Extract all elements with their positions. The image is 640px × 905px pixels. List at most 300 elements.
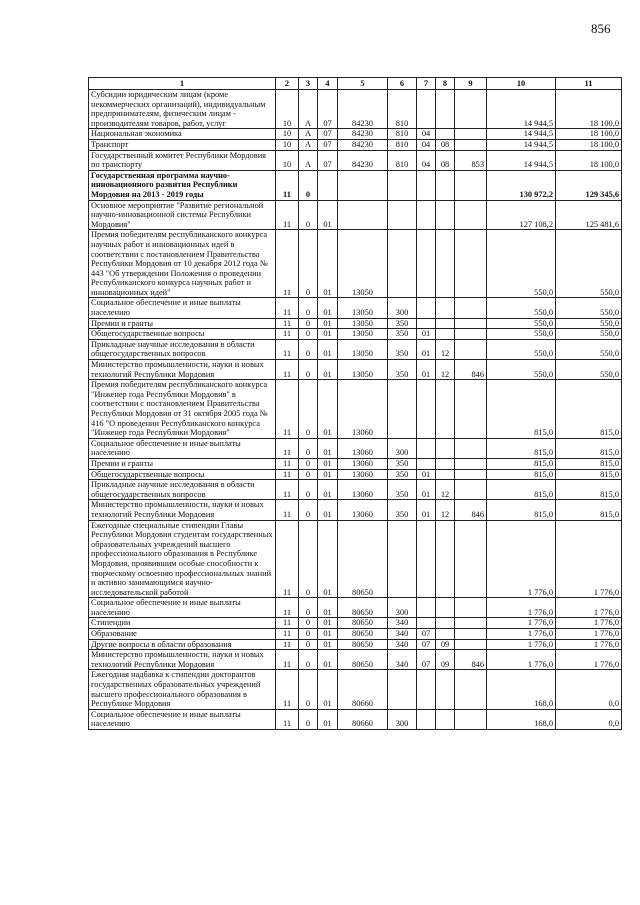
value-cell-col-6 [388, 230, 417, 298]
value-cell-col-5: 13050 [338, 230, 388, 298]
value-cell-col-10: 168,0 [487, 670, 556, 709]
row-name-cell: Премии и гранты [89, 318, 276, 329]
value-cell-col-4: 01 [318, 639, 338, 650]
value-cell-col-3: 0 [299, 318, 318, 329]
value-cell-col-8 [436, 318, 455, 329]
column-header-7: 7 [417, 78, 436, 90]
table-row [89, 520, 622, 598]
value-cell-col-9: 846 [455, 650, 487, 670]
value-cell-col-9 [455, 629, 487, 640]
table-row [89, 339, 622, 359]
value-cell-col-2: 11 [276, 629, 299, 640]
value-cell-col-7: 07 [417, 639, 436, 650]
value-cell-col-6: 340 [388, 650, 417, 670]
value-cell-col-5: 13050 [338, 318, 388, 329]
value-cell-col-11: 125 481,6 [556, 200, 622, 230]
value-cell-col-7 [417, 458, 436, 469]
value-cell-col-11: 815,0 [556, 380, 622, 439]
table-row [89, 200, 622, 230]
value-cell-col-2: 11 [276, 709, 299, 729]
value-cell-col-6: 300 [388, 438, 417, 458]
value-cell-col-10: 550,0 [487, 230, 556, 298]
value-cell-col-6 [388, 520, 417, 598]
value-cell-col-3: 0 [299, 480, 318, 500]
value-cell-col-10: 14 944,5 [487, 139, 556, 150]
table-row [89, 380, 622, 439]
value-cell-col-8: 12 [436, 360, 455, 380]
value-cell-col-2: 11 [276, 380, 299, 439]
value-cell-col-5 [338, 200, 388, 230]
value-cell-col-2: 11 [276, 598, 299, 618]
value-cell-col-5: 84230 [338, 150, 388, 170]
value-cell-col-7 [417, 318, 436, 329]
value-cell-col-10: 14 944,5 [487, 150, 556, 170]
value-cell-col-11: 815,0 [556, 469, 622, 480]
value-cell-col-6: 350 [388, 458, 417, 469]
value-cell-col-4: 01 [318, 318, 338, 329]
value-cell-col-10: 168,0 [487, 709, 556, 729]
value-cell-col-10: 14 944,5 [487, 129, 556, 140]
value-cell-col-8: 09 [436, 650, 455, 670]
value-cell-col-9 [455, 380, 487, 439]
value-cell-col-2: 11 [276, 200, 299, 230]
row-name-cell: Премия победителям республиканского конкурса научных работ и инновационных идей в соответствии с постановлением Правительства Республики Мордовия от 10 декабря 2012 года № 443 "Об утверждении Положения о проведении Республиканского конкурса научных работ и инновационных идей" [89, 230, 276, 298]
value-cell-col-10: 550,0 [487, 329, 556, 340]
value-cell-col-7 [417, 598, 436, 618]
row-name-cell: Субсидии юридическим лицам (кроме некоммерческих организаций), индивидуальным предпринимателям, физическим лицам - производителям товаров, работ, услуг [89, 90, 276, 129]
row-name-cell: Прикладные научные исследования в области общегосударственных вопросов [89, 339, 276, 359]
value-cell-col-4: 01 [318, 458, 338, 469]
value-cell-col-3: 0 [299, 339, 318, 359]
value-cell-col-11: 0,0 [556, 670, 622, 709]
table-row [89, 329, 622, 340]
value-cell-col-6: 340 [388, 629, 417, 640]
value-cell-col-6 [388, 170, 417, 200]
column-header-4: 4 [318, 78, 338, 90]
value-cell-col-5: 13050 [338, 360, 388, 380]
value-cell-col-10: 14 944,5 [487, 90, 556, 129]
value-cell-col-11: 815,0 [556, 458, 622, 469]
value-cell-col-3: 0 [299, 329, 318, 340]
value-cell-col-11: 815,0 [556, 500, 622, 520]
value-cell-col-5: 84230 [338, 139, 388, 150]
value-cell-col-2: 11 [276, 339, 299, 359]
value-cell-col-8 [436, 598, 455, 618]
budget-table [88, 77, 622, 730]
row-name-cell: Министерство промышленности, науки и новых технологий Республики Мордовия [89, 500, 276, 520]
value-cell-col-8 [436, 438, 455, 458]
value-cell-col-8 [436, 298, 455, 318]
value-cell-col-10: 815,0 [487, 469, 556, 480]
value-cell-col-9 [455, 438, 487, 458]
value-cell-col-2: 11 [276, 360, 299, 380]
value-cell-col-9 [455, 318, 487, 329]
table-row [89, 650, 622, 670]
value-cell-col-6: 300 [388, 298, 417, 318]
value-cell-col-11: 815,0 [556, 480, 622, 500]
value-cell-col-2: 11 [276, 500, 299, 520]
value-cell-col-3: 0 [299, 438, 318, 458]
value-cell-col-10: 550,0 [487, 360, 556, 380]
value-cell-col-9 [455, 230, 487, 298]
value-cell-col-3: 0 [299, 500, 318, 520]
table-row [89, 639, 622, 650]
value-cell-col-9 [455, 139, 487, 150]
value-cell-col-3: 0 [299, 200, 318, 230]
table-row [89, 318, 622, 329]
value-cell-col-8 [436, 230, 455, 298]
row-name-cell: Социальное обеспечение и иные выплаты населению [89, 298, 276, 318]
value-cell-col-11: 550,0 [556, 329, 622, 340]
value-cell-col-3: 0 [299, 469, 318, 480]
value-cell-col-4: 01 [318, 200, 338, 230]
value-cell-col-10: 815,0 [487, 480, 556, 500]
value-cell-col-4: 01 [318, 360, 338, 380]
value-cell-col-5: 13060 [338, 469, 388, 480]
value-cell-col-10: 1 776,0 [487, 598, 556, 618]
value-cell-col-10: 1 776,0 [487, 618, 556, 629]
value-cell-col-3: 0 [299, 650, 318, 670]
row-name-cell: Министерство промышленности, науки и новых технологий Республики Мордовия [89, 650, 276, 670]
value-cell-col-6: 350 [388, 329, 417, 340]
value-cell-col-9 [455, 129, 487, 140]
value-cell-col-9 [455, 520, 487, 598]
value-cell-col-5: 13060 [338, 380, 388, 439]
value-cell-col-11: 0,0 [556, 709, 622, 729]
table-row [89, 469, 622, 480]
value-cell-col-5: 84230 [338, 90, 388, 129]
value-cell-col-2: 11 [276, 458, 299, 469]
value-cell-col-4: 01 [318, 650, 338, 670]
value-cell-col-8 [436, 129, 455, 140]
value-cell-col-6: 810 [388, 150, 417, 170]
value-cell-col-6: 350 [388, 339, 417, 359]
value-cell-col-4: 01 [318, 329, 338, 340]
value-cell-col-9 [455, 298, 487, 318]
value-cell-col-4: 01 [318, 438, 338, 458]
table-row [89, 139, 622, 150]
value-cell-col-2: 10 [276, 129, 299, 140]
value-cell-col-9: 846 [455, 360, 487, 380]
value-cell-col-11: 550,0 [556, 360, 622, 380]
value-cell-col-5: 13050 [338, 329, 388, 340]
value-cell-col-3: 0 [299, 639, 318, 650]
value-cell-col-8: 12 [436, 339, 455, 359]
table-row [89, 629, 622, 640]
value-cell-col-8 [436, 458, 455, 469]
value-cell-col-2: 11 [276, 318, 299, 329]
value-cell-col-4: 01 [318, 500, 338, 520]
value-cell-col-10: 815,0 [487, 458, 556, 469]
value-cell-col-6: 340 [388, 618, 417, 629]
value-cell-col-4: 01 [318, 480, 338, 500]
value-cell-col-7 [417, 520, 436, 598]
column-header-9: 9 [455, 78, 487, 90]
value-cell-col-8 [436, 200, 455, 230]
value-cell-col-8 [436, 709, 455, 729]
table-row [89, 618, 622, 629]
value-cell-col-9 [455, 618, 487, 629]
column-header-6: 6 [388, 78, 417, 90]
row-name-cell: Другие вопросы в области образования [89, 639, 276, 650]
value-cell-col-7: 01 [417, 339, 436, 359]
value-cell-col-10: 550,0 [487, 318, 556, 329]
column-header-11: 11 [556, 78, 622, 90]
value-cell-col-5: 80650 [338, 520, 388, 598]
column-header-2: 2 [276, 78, 299, 90]
value-cell-col-9 [455, 598, 487, 618]
value-cell-col-7: 01 [417, 329, 436, 340]
value-cell-col-7 [417, 170, 436, 200]
value-cell-col-4: 07 [318, 90, 338, 129]
table-row [89, 458, 622, 469]
value-cell-col-7 [417, 618, 436, 629]
value-cell-col-7: 04 [417, 139, 436, 150]
value-cell-col-7 [417, 230, 436, 298]
row-name-cell: Премия победителям республиканского конкурса "Инженер года Республики Мордовия" в соответствии с постановлением Правительства Республики Мордовия от 31 октября 2005 года № 416 "О проведении Республиканского конкурса "Инженер года Республики Мордовия" [89, 380, 276, 439]
value-cell-col-8: 12 [436, 500, 455, 520]
page-number: 856 [591, 21, 611, 36]
table-row [89, 670, 622, 709]
value-cell-col-10: 815,0 [487, 500, 556, 520]
value-cell-col-10: 815,0 [487, 380, 556, 439]
row-name-cell: Государственный комитет Республики Мордовия по транспорту [89, 150, 276, 170]
value-cell-col-9 [455, 90, 487, 129]
value-cell-col-4: 07 [318, 150, 338, 170]
value-cell-col-8 [436, 380, 455, 439]
table-row [89, 709, 622, 729]
row-name-cell: Социальное обеспечение и иные выплаты населению [89, 438, 276, 458]
value-cell-col-3: 0 [299, 380, 318, 439]
value-cell-col-10: 815,0 [487, 438, 556, 458]
value-cell-col-11: 1 776,0 [556, 639, 622, 650]
value-cell-col-11: 18 100,0 [556, 150, 622, 170]
value-cell-col-9 [455, 469, 487, 480]
value-cell-col-5: 80650 [338, 618, 388, 629]
value-cell-col-4: 01 [318, 618, 338, 629]
value-cell-col-7 [417, 298, 436, 318]
value-cell-col-6: 810 [388, 129, 417, 140]
value-cell-col-2: 11 [276, 298, 299, 318]
value-cell-col-7 [417, 380, 436, 439]
row-name-cell: Транспорт [89, 139, 276, 150]
value-cell-col-10: 1 776,0 [487, 639, 556, 650]
value-cell-col-4: 01 [318, 339, 338, 359]
value-cell-col-5: 13060 [338, 500, 388, 520]
value-cell-col-7 [417, 438, 436, 458]
value-cell-col-10: 127 108,2 [487, 200, 556, 230]
table-row [89, 360, 622, 380]
value-cell-col-3: 0 [299, 230, 318, 298]
value-cell-col-7: 07 [417, 629, 436, 640]
value-cell-col-4: 01 [318, 520, 338, 598]
row-name-cell: Основное мероприятие "Развитие региональной научно-инновационной системы Республики Мордовия" [89, 200, 276, 230]
value-cell-col-11: 1 776,0 [556, 650, 622, 670]
value-cell-col-3: 0 [299, 629, 318, 640]
value-cell-col-11: 550,0 [556, 230, 622, 298]
value-cell-col-4: 07 [318, 139, 338, 150]
value-cell-col-2: 11 [276, 618, 299, 629]
value-cell-col-5: 80650 [338, 650, 388, 670]
column-header-5: 5 [338, 78, 388, 90]
value-cell-col-8 [436, 520, 455, 598]
value-cell-col-9 [455, 458, 487, 469]
value-cell-col-3: А [299, 129, 318, 140]
value-cell-col-10: 1 776,0 [487, 650, 556, 670]
row-name-cell: Общегосударственные вопросы [89, 329, 276, 340]
value-cell-col-5: 84230 [338, 129, 388, 140]
value-cell-col-6: 810 [388, 139, 417, 150]
value-cell-col-3: А [299, 150, 318, 170]
value-cell-col-5: 13050 [338, 339, 388, 359]
value-cell-col-4 [318, 170, 338, 200]
value-cell-col-3: 0 [299, 360, 318, 380]
value-cell-col-11: 550,0 [556, 339, 622, 359]
value-cell-col-3: 0 [299, 298, 318, 318]
value-cell-col-6: 810 [388, 90, 417, 129]
value-cell-col-11: 1 776,0 [556, 618, 622, 629]
value-cell-col-2: 11 [276, 230, 299, 298]
row-name-cell: Прикладные научные исследования в области общегосударственных вопросов [89, 480, 276, 500]
table-row [89, 129, 622, 140]
value-cell-col-9 [455, 339, 487, 359]
value-cell-col-4: 01 [318, 598, 338, 618]
value-cell-col-10: 550,0 [487, 298, 556, 318]
value-cell-col-10: 550,0 [487, 339, 556, 359]
value-cell-col-6 [388, 380, 417, 439]
header-row [89, 78, 622, 90]
value-cell-col-4: 01 [318, 469, 338, 480]
value-cell-col-3: 0 [299, 458, 318, 469]
value-cell-col-8 [436, 329, 455, 340]
value-cell-col-11: 815,0 [556, 438, 622, 458]
value-cell-col-5: 80660 [338, 670, 388, 709]
value-cell-col-6: 350 [388, 318, 417, 329]
row-name-cell: Министерство промышленности, науки и новых технологий Республики Мордовия [89, 360, 276, 380]
value-cell-col-5: 13060 [338, 458, 388, 469]
value-cell-col-4: 01 [318, 670, 338, 709]
table-body [89, 90, 622, 730]
value-cell-col-4: 01 [318, 380, 338, 439]
row-name-cell: Премии и гранты [89, 458, 276, 469]
value-cell-col-4: 01 [318, 298, 338, 318]
row-name-cell: Образование [89, 629, 276, 640]
table-row [89, 90, 622, 129]
value-cell-col-2: 11 [276, 438, 299, 458]
value-cell-col-7 [417, 670, 436, 709]
value-cell-col-6: 350 [388, 469, 417, 480]
value-cell-col-11: 18 100,0 [556, 129, 622, 140]
value-cell-col-7: 01 [417, 469, 436, 480]
table-row [89, 598, 622, 618]
value-cell-col-7 [417, 709, 436, 729]
row-name-cell: Социальное обеспечение и иные выплаты населению [89, 709, 276, 729]
value-cell-col-8 [436, 618, 455, 629]
value-cell-col-6 [388, 670, 417, 709]
value-cell-col-9: 846 [455, 500, 487, 520]
value-cell-col-2: 10 [276, 90, 299, 129]
value-cell-col-2: 11 [276, 520, 299, 598]
value-cell-col-7 [417, 200, 436, 230]
value-cell-col-6: 340 [388, 639, 417, 650]
value-cell-col-11: 550,0 [556, 298, 622, 318]
value-cell-col-2: 11 [276, 670, 299, 709]
value-cell-col-3: 0 [299, 709, 318, 729]
value-cell-col-3: 0 [299, 520, 318, 598]
value-cell-col-10: 130 972,2 [487, 170, 556, 200]
value-cell-col-4: 01 [318, 230, 338, 298]
value-cell-col-9 [455, 709, 487, 729]
value-cell-col-4: 07 [318, 129, 338, 140]
value-cell-col-5: 13060 [338, 438, 388, 458]
value-cell-col-11: 18 100,0 [556, 139, 622, 150]
value-cell-col-10: 1 776,0 [487, 629, 556, 640]
table-row [89, 438, 622, 458]
value-cell-col-7 [417, 90, 436, 129]
value-cell-col-8: 08 [436, 150, 455, 170]
row-name-cell: Национальная экономика [89, 129, 276, 140]
column-header-3: 3 [299, 78, 318, 90]
table-row [89, 480, 622, 500]
value-cell-col-5: 80650 [338, 598, 388, 618]
value-cell-col-11: 129 345,6 [556, 170, 622, 200]
value-cell-col-6: 350 [388, 480, 417, 500]
column-header-8: 8 [436, 78, 455, 90]
table-row [89, 230, 622, 298]
value-cell-col-2: 11 [276, 469, 299, 480]
table-row [89, 150, 622, 170]
row-name-cell: Ежегодная надбавка к стипендии докторантов государственных образовательных учреждений высшего профессионального образования в Республике Мордовия [89, 670, 276, 709]
row-name-cell: Ежегодные специальные стипендии Главы Республики Мордовия студентам государственных образовательных учреждений высшего профессионального образования в Республике Мордовия, проявившим особые способности к творческому освоению профессиональных знаний и активно занимающимся научно-исследовательской работой [89, 520, 276, 598]
value-cell-col-7: 04 [417, 129, 436, 140]
row-name-cell: Стипендии [89, 618, 276, 629]
value-cell-col-10: 1 776,0 [487, 520, 556, 598]
value-cell-col-2: 10 [276, 139, 299, 150]
value-cell-col-3: 0 [299, 618, 318, 629]
value-cell-col-11: 1 776,0 [556, 598, 622, 618]
column-header-10: 10 [487, 78, 556, 90]
value-cell-col-9 [455, 329, 487, 340]
value-cell-col-2: 11 [276, 639, 299, 650]
value-cell-col-2: 11 [276, 480, 299, 500]
value-cell-col-8 [436, 90, 455, 129]
value-cell-col-5 [338, 170, 388, 200]
value-cell-col-8 [436, 670, 455, 709]
value-cell-col-2: 11 [276, 329, 299, 340]
value-cell-col-11: 18 100,0 [556, 90, 622, 129]
value-cell-col-3: А [299, 139, 318, 150]
value-cell-col-3: А [299, 90, 318, 129]
table-row [89, 500, 622, 520]
value-cell-col-11: 550,0 [556, 318, 622, 329]
value-cell-col-4: 01 [318, 709, 338, 729]
value-cell-col-5: 80650 [338, 639, 388, 650]
value-cell-col-7: 04 [417, 150, 436, 170]
value-cell-col-2: 11 [276, 170, 299, 200]
value-cell-col-9 [455, 639, 487, 650]
value-cell-col-9: 853 [455, 150, 487, 170]
value-cell-col-5: 13050 [338, 298, 388, 318]
value-cell-col-5: 80650 [338, 629, 388, 640]
value-cell-col-3: 0 [299, 670, 318, 709]
value-cell-col-5: 13060 [338, 480, 388, 500]
value-cell-col-6: 350 [388, 500, 417, 520]
value-cell-col-2: 10 [276, 150, 299, 170]
row-name-cell: Общегосударственные вопросы [89, 469, 276, 480]
value-cell-col-9 [455, 170, 487, 200]
value-cell-col-8: 09 [436, 639, 455, 650]
value-cell-col-8 [436, 629, 455, 640]
